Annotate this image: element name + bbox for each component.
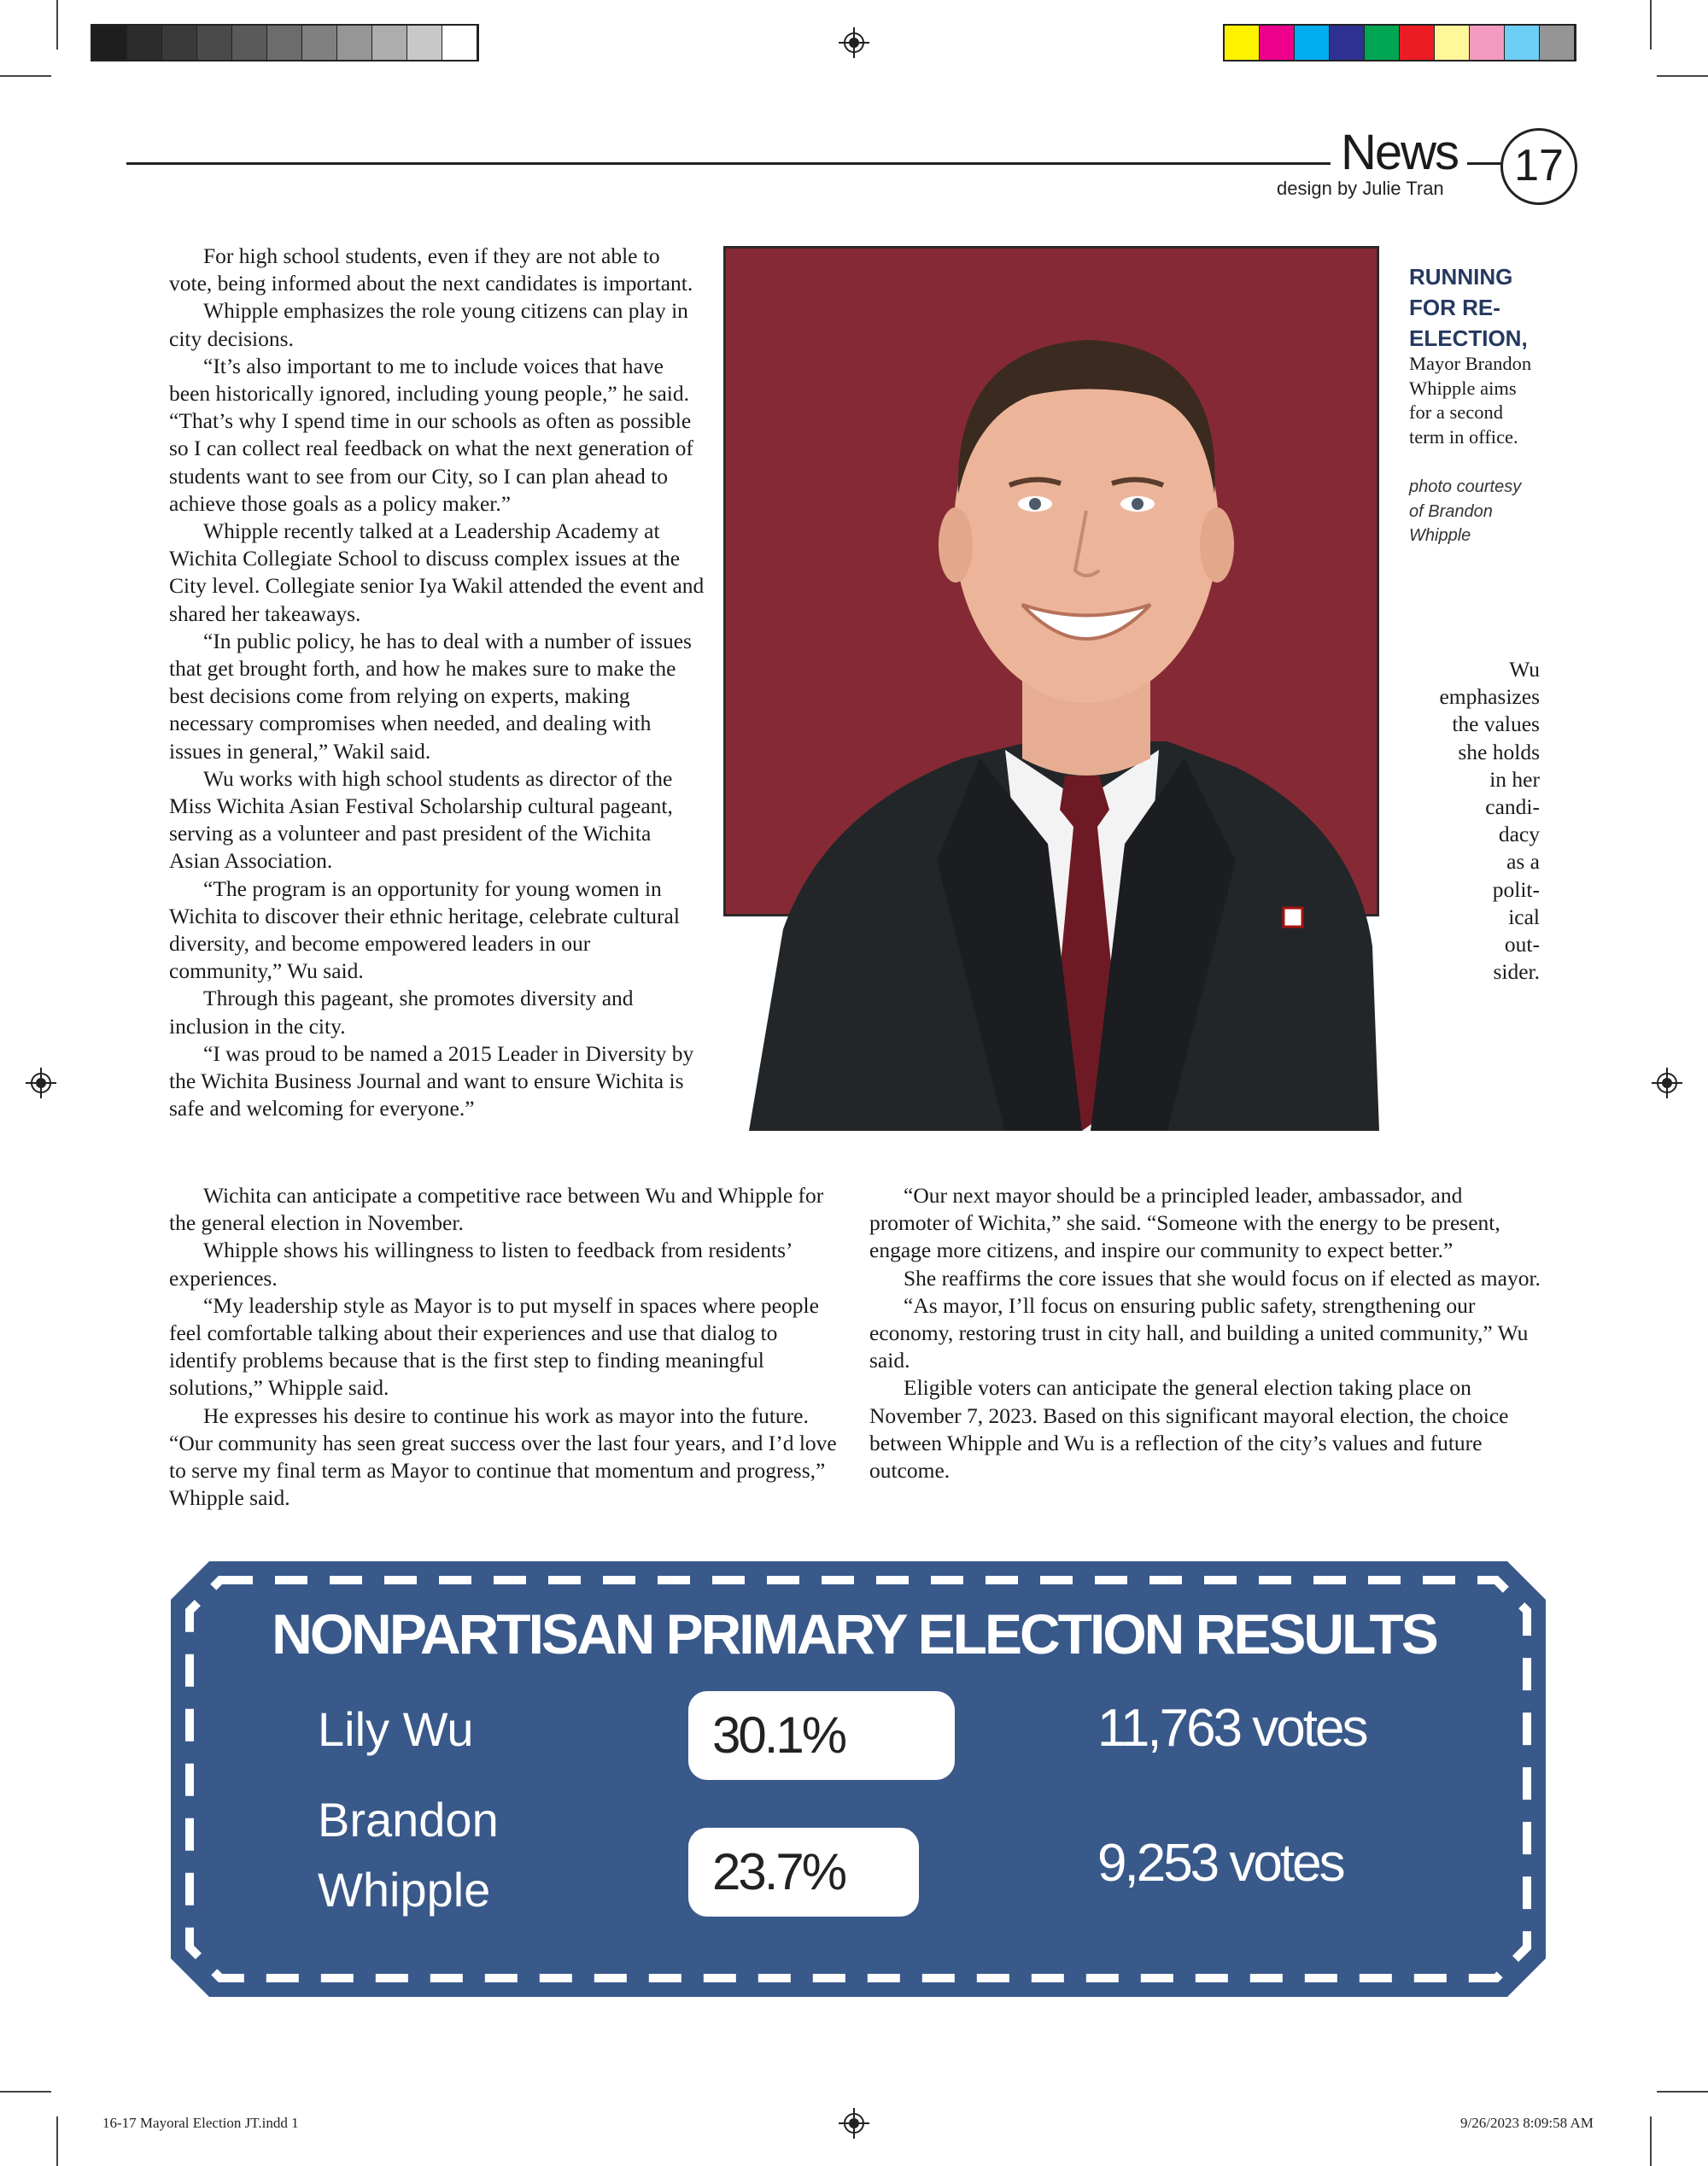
article-paragraph: “I was proud to be named a 2015 Leader in Diversity by the Wichita Business Journal and want to ensure Wichita is safe and welcoming for everyone.”	[169, 1040, 694, 1121]
article-column-1	[169, 243, 705, 1123]
crop-mark	[1657, 75, 1708, 77]
color-swatch	[302, 26, 337, 60]
grayscale-color-bar	[91, 24, 479, 61]
article-paragraph: “It’s also important to me to include voices that have been historically ignored, including young people,” he said. “That’s why I spend time in our schools as often as possible so I can collect real feedback on what the next generation of students want to see from our City, so I can plan ahead to achieve those goals as a policy maker.”	[169, 353, 693, 516]
registration-mark-icon	[839, 27, 869, 58]
process-color-bar	[1223, 24, 1576, 61]
page-number: 17	[1500, 128, 1577, 205]
candidate-percent-badge: 23.7%	[688, 1828, 919, 1917]
crop-mark	[1650, 0, 1652, 50]
candidate-vote-count: 11,763 votes	[1097, 1699, 1366, 1758]
registration-mark-icon	[1652, 1068, 1682, 1098]
section-title: News	[1341, 125, 1459, 180]
candidate-name-line: Whipple	[318, 1863, 491, 1917]
registration-mark-icon	[26, 1068, 56, 1098]
color-swatch	[372, 26, 407, 60]
article-paragraph: For high school students, even if they are not able to vote, being informed about the next candidates is important.	[169, 243, 693, 296]
article-paragraph: Whipple recently talked at a Leadership Academy at Wichita Collegiate School to discuss complex issues at the City level. Collegiate senior Iya Wakil attended the event and shared her takeaways.	[169, 518, 705, 626]
candidate-name	[318, 1695, 474, 1765]
candidate-name	[318, 1785, 499, 1925]
candidate-name-line: Lily Wu	[318, 1702, 474, 1756]
crop-mark	[0, 2091, 51, 2093]
color-swatch	[197, 26, 232, 60]
photo-caption-headline: RUNNING FOR RE-ELECTION,	[1409, 264, 1528, 351]
article-paragraph: “In public policy, he has to deal with a number of issues that get brought forth, and how he makes sure to make the best decisions come from relying on experts, making necessary compromises when needed, and dealing with issues in general,” Wakil said.	[169, 628, 692, 764]
article-column-3	[869, 1182, 1544, 1484]
article-paragraph: “As mayor, I’ll focus on ensuring public safety, strengthening our economy, restoring trust in city hall, and building a united community,” Wu said.	[869, 1292, 1529, 1373]
header-rule	[126, 162, 1331, 165]
color-swatch	[1295, 26, 1330, 60]
color-swatch	[1330, 26, 1365, 60]
article-paragraph: Through this pageant, she promotes diversity and inclusion in the city.	[169, 986, 634, 1039]
color-swatch	[1435, 26, 1470, 60]
article-paragraph: “My leadership style as Mayor is to put myself in spaces where people feel comfortable talking about their experiences and use that dialog to identify problems because that is the first step to finding meaningful solutions,” Whipple said.	[169, 1292, 819, 1401]
color-swatch	[1505, 26, 1540, 60]
color-swatch	[407, 26, 442, 60]
results-title: NONPARTISAN PRIMARY ELECTION RESULTS	[272, 1602, 1436, 1665]
article-paragraph: Eligible voters can anticipate the general election taking place on November 7, 2023. Based on this significant mayoral election, the choice between Whipple and Wu is a reflection of the city’s values and future outcome.	[869, 1375, 1509, 1484]
mayor-portrait-photo	[723, 246, 1379, 1131]
crop-mark	[0, 75, 51, 77]
file-slug: 16-17 Mayoral Election JT.indd 1	[102, 2115, 299, 2131]
color-swatch	[1470, 26, 1505, 60]
portrait-figure	[723, 246, 1379, 1131]
article-paragraph: “Our next mayor should be a principled leader, ambassador, and promoter of Wichita,” she said. “Someone with the energy to be present, engage more citizens, and inspire our community to expect better.”	[869, 1183, 1500, 1263]
pull-quote: Wu emphasizes the values she holds in her candi- dacy as a polit- ical out- sider.	[1439, 657, 1540, 985]
color-swatch	[267, 26, 302, 60]
print-timestamp: 9/26/2023 8:09:58 AM	[1460, 2115, 1594, 2131]
candidate-name-line: Brandon	[318, 1793, 499, 1847]
color-swatch	[1400, 26, 1435, 60]
color-swatch	[442, 26, 477, 60]
article-paragraph: “The program is an opportunity for young women in Wichita to discover their ethnic heritage, celebrate cultural diversity, and become empowered leaders in our community,” Wu said.	[169, 875, 680, 984]
registration-mark-icon	[839, 2108, 869, 2139]
header-rule	[1467, 162, 1501, 165]
photo-credit: photo courtesy of Brandon Whipple	[1409, 477, 1522, 545]
design-byline: design by Julie Tran	[1277, 178, 1444, 199]
candidate-percent-badge: 30.1%	[688, 1691, 955, 1780]
article-column-2	[169, 1182, 837, 1512]
candidate-vote-count: 9,253 votes	[1097, 1834, 1343, 1893]
color-swatch	[337, 26, 372, 60]
color-swatch	[92, 26, 127, 60]
color-swatch	[127, 26, 162, 60]
crop-mark	[56, 2116, 58, 2166]
photo-caption-body: Mayor Brandon Whipple aims for a second term in office.	[1409, 353, 1532, 448]
crop-mark	[1650, 2116, 1652, 2166]
article-paragraph: Wichita can anticipate a competitive race between Wu and Whipple for the general election in November.	[169, 1183, 824, 1236]
crop-mark	[1657, 2091, 1708, 2093]
article-paragraph: He expresses his desire to continue his work as mayor into the future. “Our community has seen great success over the last four years, and I’d love to serve my final term as Mayor to continue that momentum and progress,” Whipple said.	[169, 1402, 837, 1511]
article-paragraph: Whipple emphasizes the role young citizens can play in city decisions.	[169, 298, 688, 351]
article-paragraph: Wu works with high school students as director of the Miss Wichita Asian Festival Scholarship cultural pageant, serving as a volunteer and past president of the Wichita Asian Association.	[169, 765, 673, 874]
color-swatch	[232, 26, 267, 60]
color-swatch	[1540, 26, 1575, 60]
color-swatch	[162, 26, 197, 60]
color-swatch	[1365, 26, 1400, 60]
color-swatch	[1225, 26, 1260, 60]
article-paragraph: Whipple shows his willingness to listen to feedback from residents’ experiences.	[169, 1238, 792, 1291]
article-paragraph: She reaffirms the core issues that she would focus on if elected as mayor.	[904, 1265, 1541, 1291]
crop-mark	[56, 0, 58, 50]
color-swatch	[1260, 26, 1295, 60]
